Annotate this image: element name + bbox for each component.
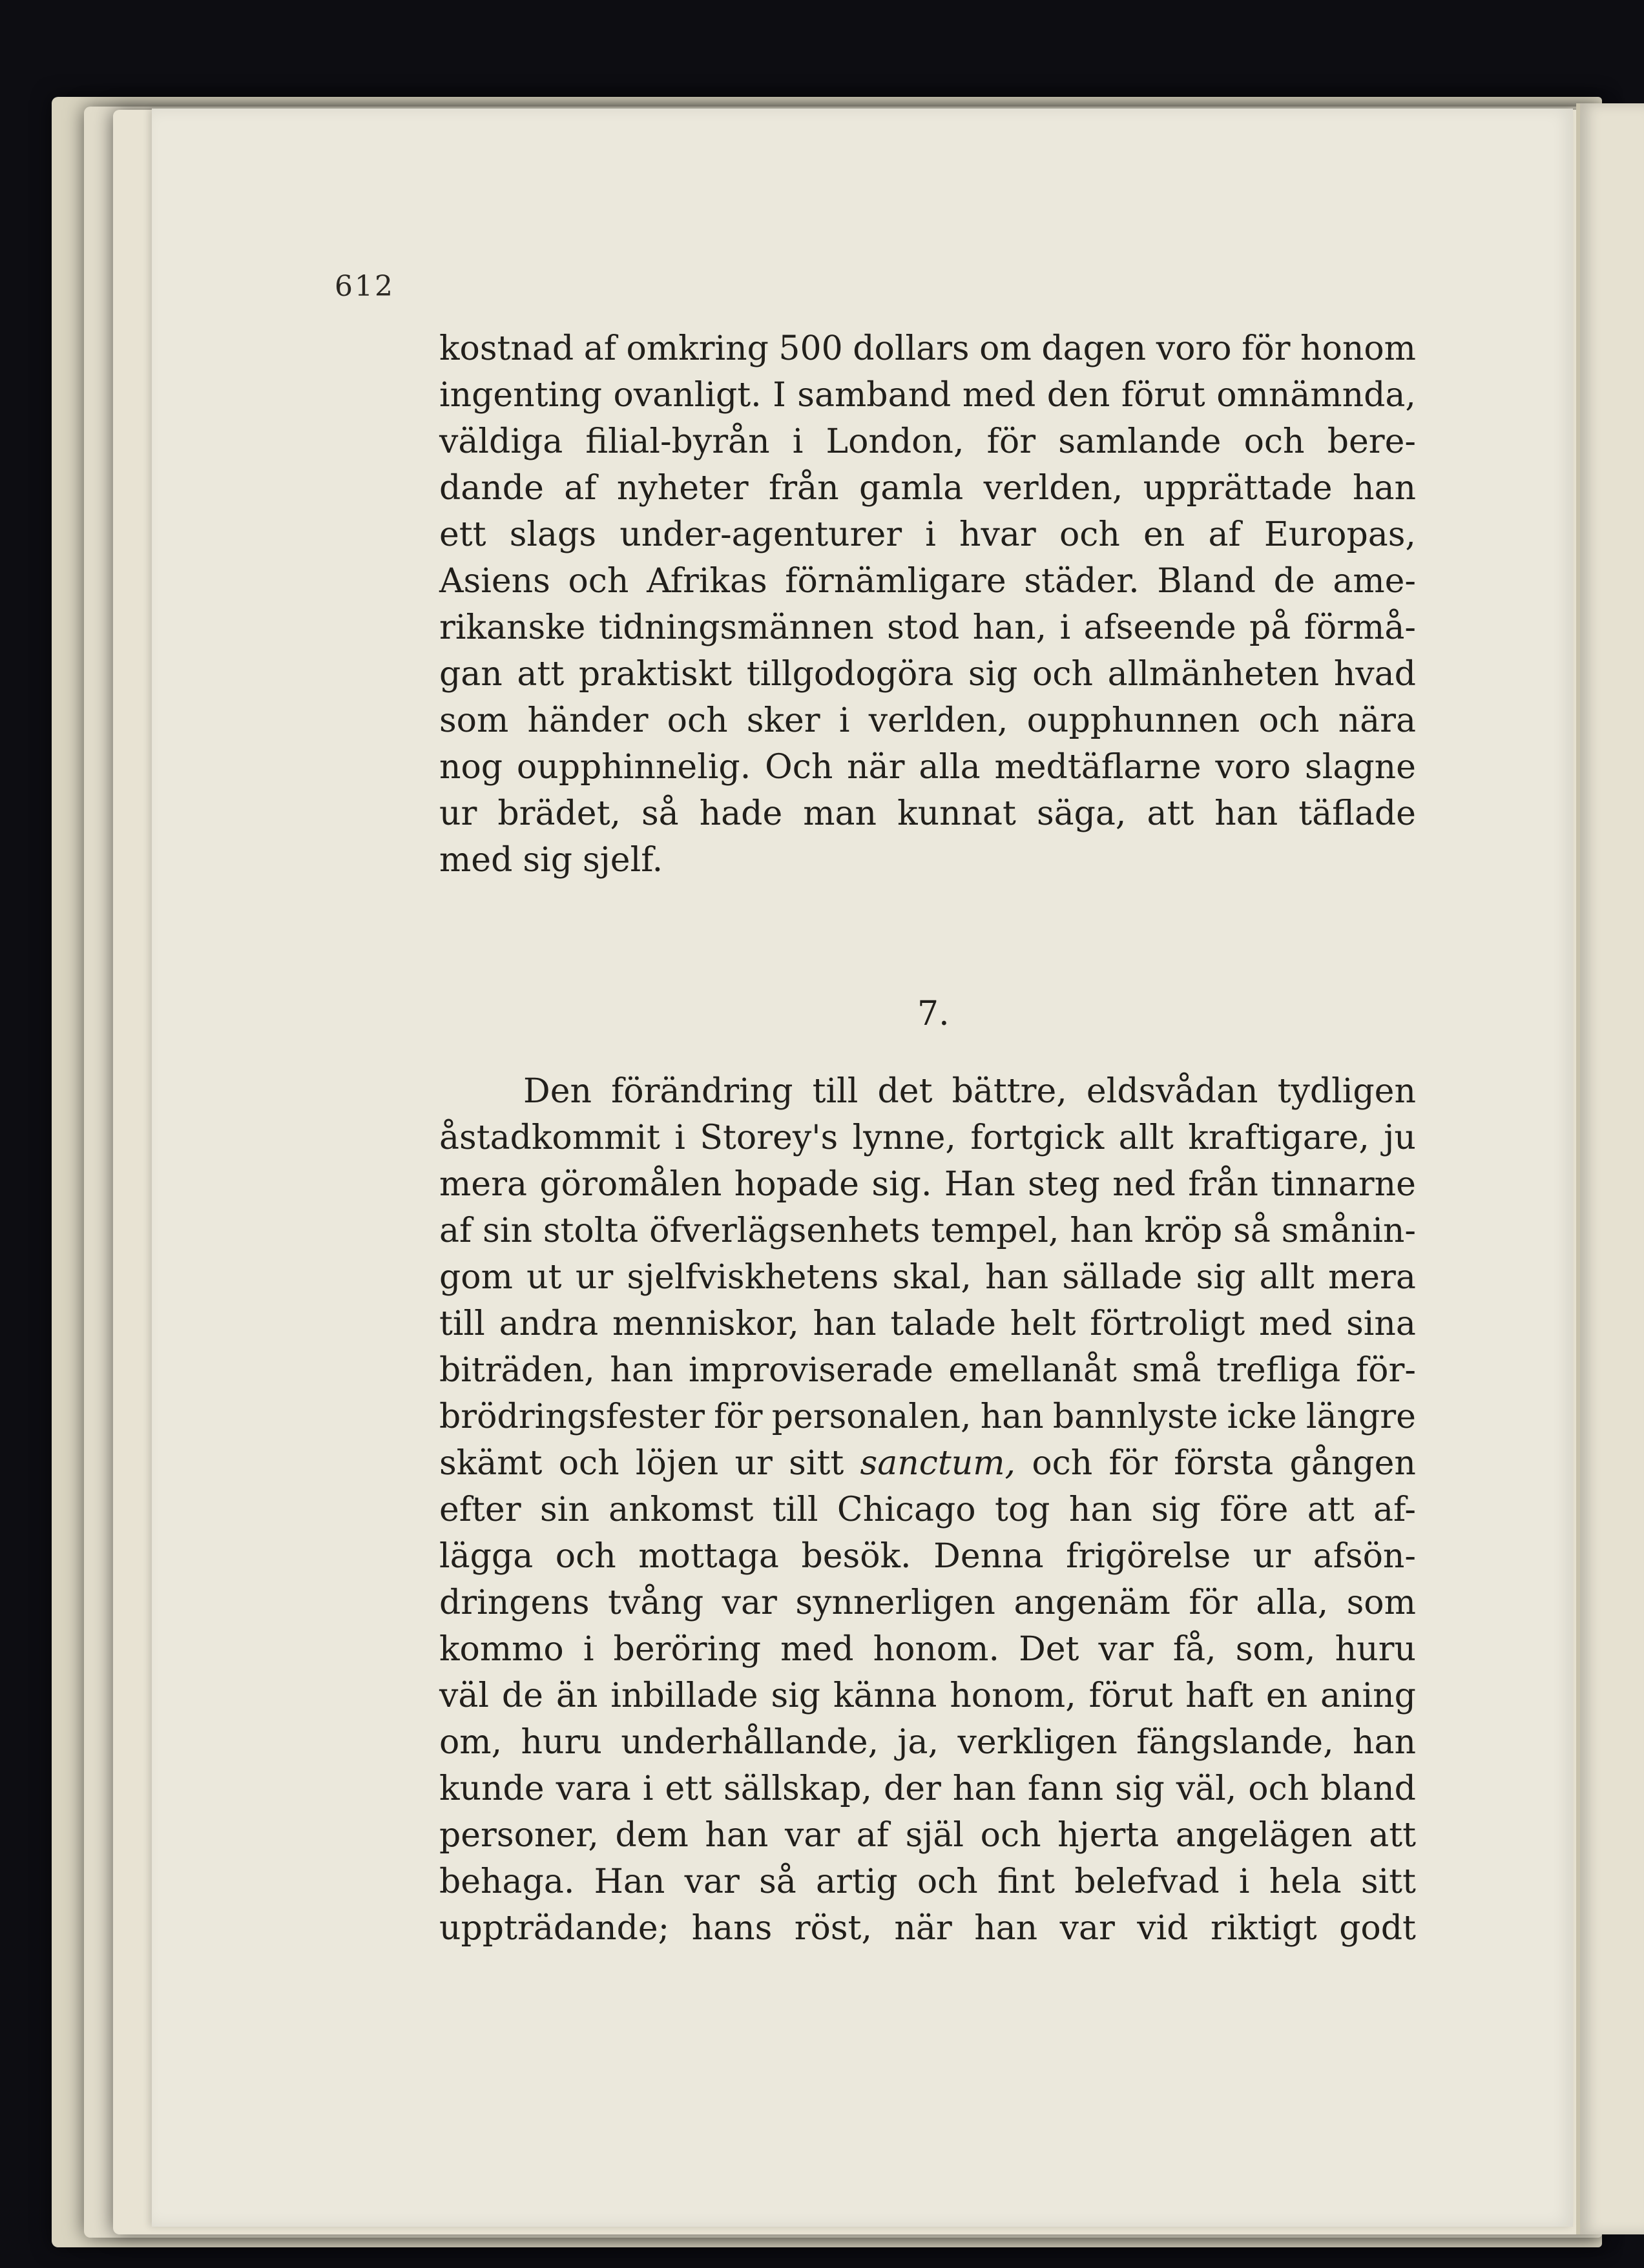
text-line: personer, dem han var af själ och hjerta angelägen att bbox=[439, 1816, 1416, 1855]
text-line: skämt och löjen ur sitt sanctum, och för första gången bbox=[439, 1444, 1416, 1483]
text-line: som händer och sker i verlden, oupphunnen och nära bbox=[439, 701, 1416, 740]
text-line: väl de än inbillade sig känna honom, förut haft en aning bbox=[439, 1676, 1416, 1715]
text-line: ur brädet, så hade man kunnat säga, att han täflade bbox=[439, 794, 1416, 833]
text-line: väldiga filial-byrån i London, för samlande och bere- bbox=[439, 422, 1416, 461]
section-number: 7. bbox=[917, 995, 950, 1033]
text-line: gom ut ur sjelfviskhetens skal, han sällade sig allt mera bbox=[439, 1258, 1416, 1297]
text-line: efter sin ankomst till Chicago tog han sig före att af- bbox=[439, 1490, 1416, 1529]
text-line: kunde vara i ett sällskap, der han fann sig väl, och bland bbox=[439, 1769, 1416, 1808]
text-line: till andra menniskor, han talade helt förtroligt med sina bbox=[439, 1304, 1416, 1343]
text-line: åstadkommit i Storey's lynne, fortgick allt kraftigare, ju bbox=[439, 1119, 1416, 1157]
text-line: af sin stolta öfverlägsenhets tempel, han kröp så smånin- bbox=[439, 1211, 1416, 1250]
text-line: dande af nyheter från gamla verlden, upprättade han bbox=[439, 469, 1416, 508]
text-line: nog oupphinnelig. Och när alla medtäflarne voro slagne bbox=[439, 748, 1416, 787]
text-line: kommo i beröring med honom. Det var få, som, huru bbox=[439, 1630, 1416, 1669]
text-line: kostnad af omkring 500 dollars om dagen voro för honom bbox=[439, 329, 1416, 368]
text-line: lägga och mottaga besök. Denna frigörelse ur afsön- bbox=[439, 1537, 1416, 1576]
text-line: brödringsfester för personalen, han bannlyste icke längre bbox=[439, 1397, 1416, 1436]
text-line: gan att praktiskt tillgodogöra sig och allmänheten hvad bbox=[439, 655, 1416, 694]
facing-page-edge bbox=[1576, 103, 1644, 2234]
text-line: med sig sjelf. bbox=[439, 841, 663, 880]
text-line: rikanske tidningsmännen stod han, i afseende på förmå- bbox=[439, 608, 1416, 647]
page-number: 612 bbox=[335, 270, 395, 303]
text-line: biträden, han improviserade emellanåt små trefliga för- bbox=[439, 1351, 1416, 1390]
paragraph-1 bbox=[439, 325, 1416, 883]
text-line: Den förändring till det bättre, eldsvådan tydligen bbox=[523, 1072, 1416, 1111]
paragraph-2 bbox=[439, 1068, 1416, 1952]
text-line: behaga. Han var så artig och fint belefvad i hela sitt bbox=[439, 1862, 1416, 1901]
text-line: om, huru underhållande, ja, verkligen fängslande, han bbox=[439, 1723, 1416, 1762]
text-line: Asiens och Afrikas förnämligare städer. Bland de ame- bbox=[439, 562, 1416, 601]
text-line: dringens tvång var synnerligen angenäm för alla, som bbox=[439, 1583, 1416, 1622]
text-line: ingenting ovanligt. I samband med den förut omnämnda, bbox=[439, 376, 1416, 415]
text-line: mera göromålen hopade sig. Han steg ned från tinnarne bbox=[439, 1165, 1416, 1204]
text-line: uppträdande; hans röst, när han var vid riktigt godt bbox=[439, 1909, 1416, 1948]
text-line: ett slags under-agenturer i hvar och en af Europas, bbox=[439, 515, 1416, 554]
